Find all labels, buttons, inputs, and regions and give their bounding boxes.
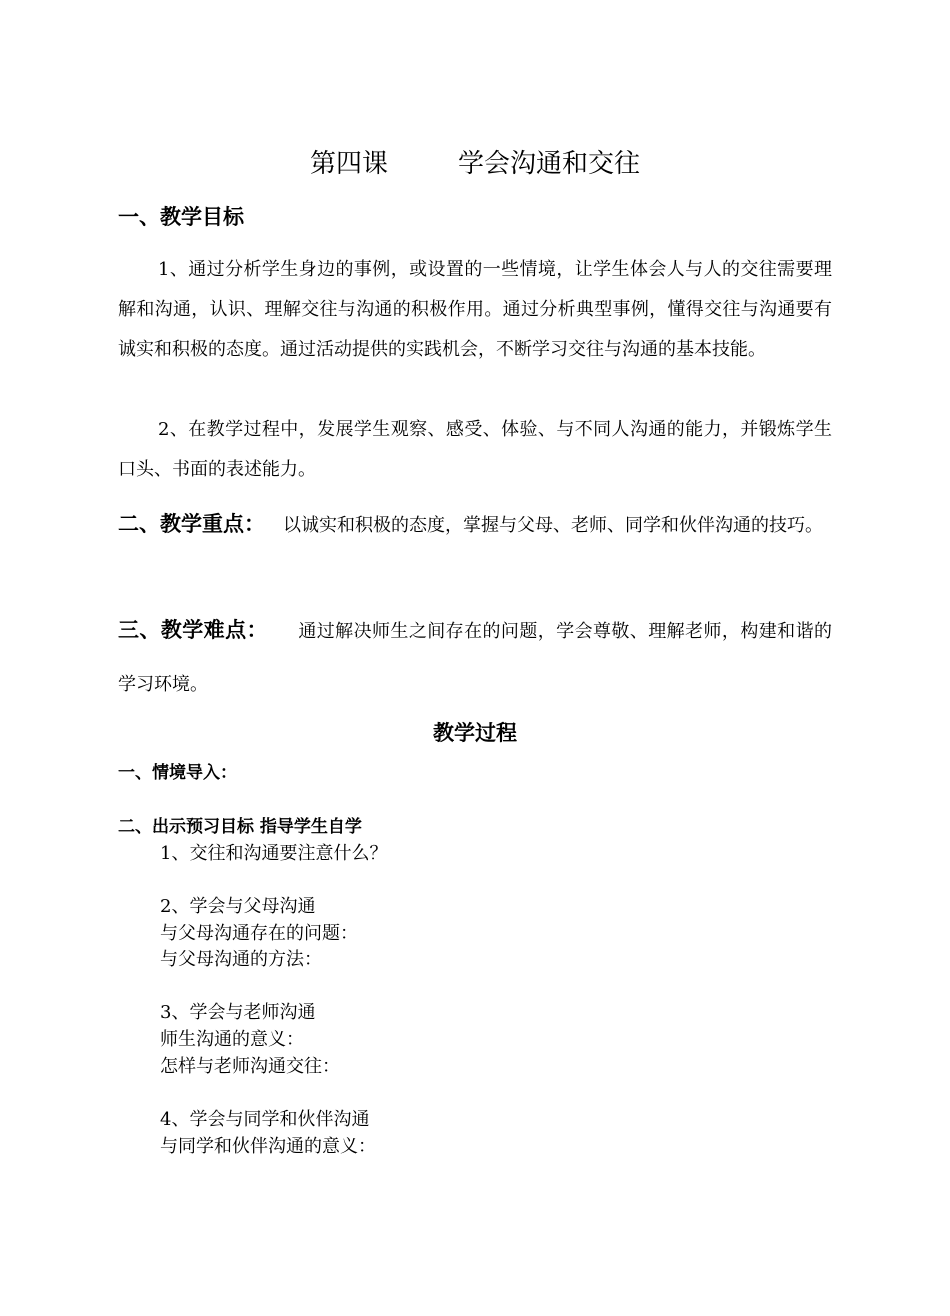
teaching-focus-row <box>118 498 832 552</box>
question-4-line-1: 与同学和伙伴沟通的意义： <box>160 1136 376 1157</box>
question-3-line-2: 怎样与老师沟通交往： <box>160 1056 340 1077</box>
question-2-line-1: 与父母沟通存在的问题： <box>160 923 358 944</box>
process-step-intro: 一、情境导入： <box>118 763 237 783</box>
teaching-difficulty-row <box>118 604 832 711</box>
lesson-name: 学会沟通和交往 <box>458 149 641 179</box>
teaching-difficulty-text: 通过解决师生之间存在的问题，学会尊敬、理解老师，构建和谐的学习环境。 <box>118 621 833 695</box>
teaching-goal-paragraph-1: 1、通过分析学生身边的事例，或设置的一些情境，让学生体会人与人的交往需要理解和沟通，认识、理解交往与沟通的积极作用。通过分析典型事例，懂得交往与沟通要有诚实和积极的态度。通过活动提供的实践机会，不断学习交往与沟通的基本技能。 <box>118 259 832 360</box>
question-2-title: 2、学会与父母沟通 <box>160 896 316 917</box>
lesson-title <box>0 146 950 182</box>
process-step-preview: 二、出示预习目标 指导学生自学 <box>118 817 362 837</box>
teaching-difficulty-heading: 三、教学难点： <box>118 618 268 642</box>
question-2-line-2: 与父母沟通的方法： <box>160 949 322 970</box>
teaching-focus-text: 以诚实和积极的态度，掌握与父母、老师、同学和伙伴沟通的技巧。 <box>283 515 823 536</box>
lesson-number: 第四课 <box>309 149 388 179</box>
question-3-line-1: 师生沟通的意义： <box>160 1029 304 1050</box>
teaching-process-heading: 教学过程 <box>433 721 517 745</box>
question-4-title: 4、学会与同学和伙伴沟通 <box>160 1109 370 1130</box>
question-3-title: 3、学会与老师沟通 <box>160 1002 316 1023</box>
teaching-goal-paragraph-2: 2、在教学过程中，发展学生观察、感受、体验、与不同人沟通的能力，并锻炼学生口头、书面的表述能力。 <box>118 419 832 480</box>
question-1: 1、交往和沟通要注意什么？ <box>160 843 388 864</box>
section-teaching-goals-heading: 一、教学目标 <box>118 205 244 229</box>
teaching-focus-heading: 二、教学重点： <box>118 512 265 536</box>
